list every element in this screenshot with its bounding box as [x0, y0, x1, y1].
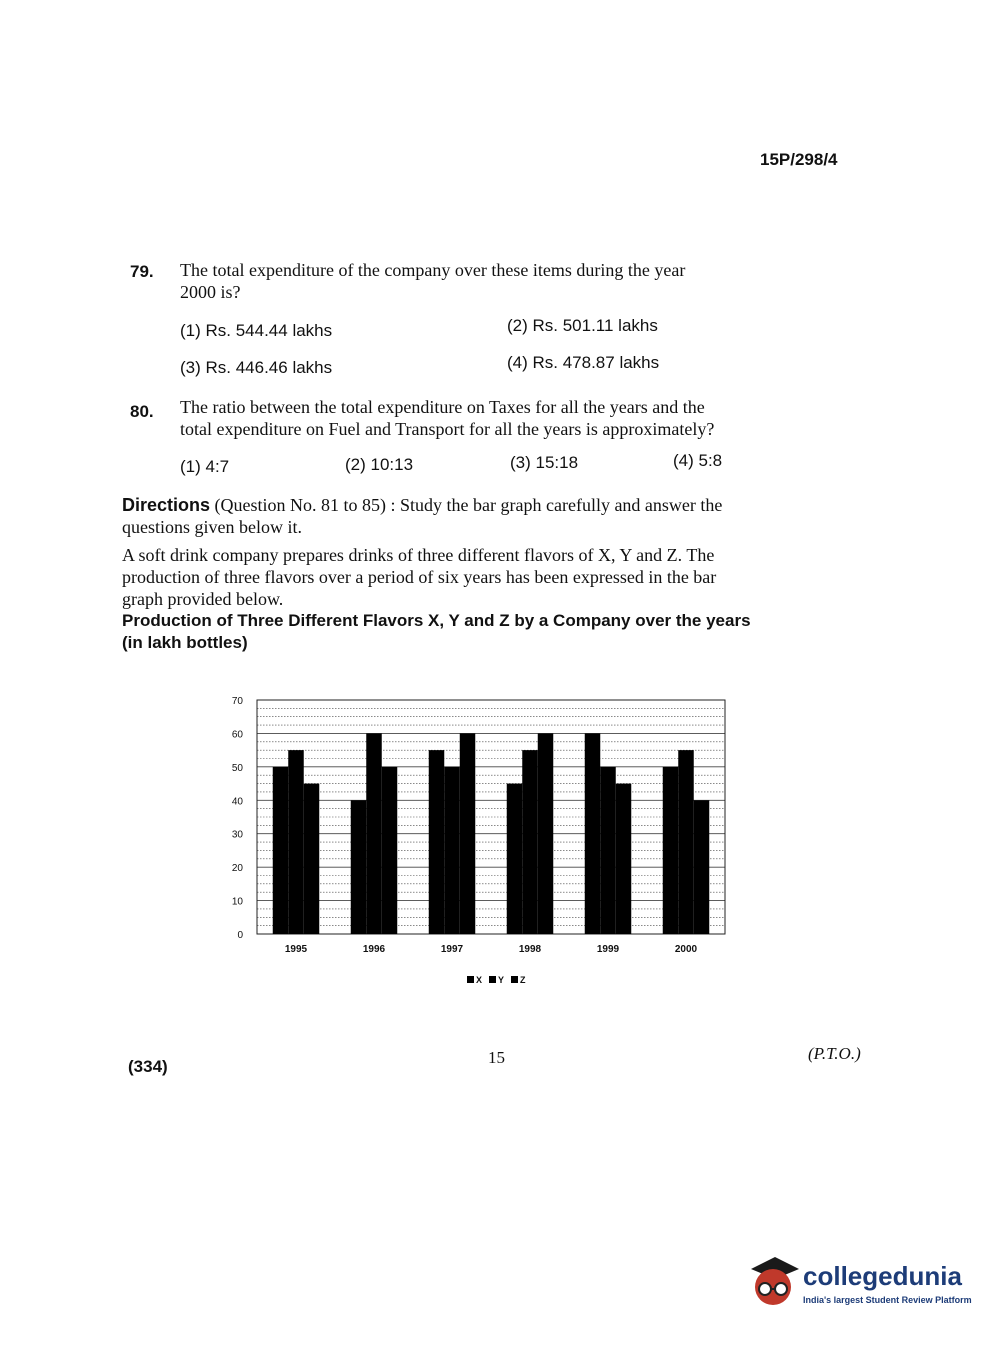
- q79-option-3: (3) Rs. 446.46 lakhs: [180, 358, 333, 377]
- x-tick-label: 1996: [362, 944, 386, 955]
- collegedunia-logo: [745, 1255, 975, 1315]
- bar-x-1999: [585, 733, 601, 934]
- bar-z-1998: [538, 733, 554, 934]
- description-line3: graph provided below.: [122, 589, 284, 609]
- legend-label-y: Y: [498, 975, 505, 985]
- bar-chart: [215, 688, 745, 998]
- question-80-number: 80.: [130, 402, 154, 421]
- bar-y-2000: [678, 750, 694, 934]
- paper-code: 15P/298/4: [760, 150, 838, 169]
- directions-block: [122, 494, 860, 610]
- q80-option-2: (2) 10:13: [345, 455, 414, 474]
- y-tick-label: 10: [231, 896, 243, 908]
- q80-option-1: (1) 4:7: [180, 457, 230, 476]
- y-tick-label: 40: [231, 796, 243, 808]
- logo-tagline: India's largest Student Review Platform: [803, 1295, 972, 1305]
- chart-title: [122, 610, 862, 654]
- legend-swatch-x: [467, 976, 474, 983]
- bar-y-1995: [288, 750, 304, 934]
- bar-x-1997: [429, 750, 445, 934]
- bar-z-2000: [694, 800, 710, 934]
- chart-title-line2: (in lakh bottles): [122, 633, 248, 652]
- chart-grid: [257, 700, 725, 934]
- q80-option-4: (4) 5:8: [673, 451, 723, 470]
- y-tick-label: 20: [231, 863, 243, 875]
- bar-y-1997: [444, 767, 460, 934]
- x-tick-label: 1995: [284, 944, 308, 955]
- q79-option-4: (4) Rs. 478.87 lakhs: [507, 353, 660, 372]
- q79-option-2: (2) Rs. 501.11 lakhs: [507, 316, 658, 335]
- bar-z-1996: [382, 767, 398, 934]
- x-tick-label: 1997: [440, 944, 464, 955]
- description-line1: A soft drink company prepares drinks of three different flavors of X, Y and Z. The: [122, 545, 715, 565]
- bar-x-1996: [351, 800, 367, 934]
- question-80-text: [180, 396, 856, 440]
- directions-line2: questions given below it.: [122, 517, 302, 537]
- logo-name: collegedunia: [803, 1261, 962, 1291]
- bar-x-1998: [507, 784, 523, 934]
- bar-x-2000: [663, 767, 679, 934]
- y-axis-ticks: [232, 696, 244, 941]
- pto-label: (P.T.O.): [808, 1044, 861, 1063]
- question-80-line1: The ratio between the total expenditure on Taxes for all the years and the: [180, 397, 705, 417]
- chart-title-line1: Production of Three Different Flavors X, Y and Z by a Company over the years: [122, 611, 751, 630]
- q79-option-1: (1) Rs. 544.44 lakhs: [180, 321, 333, 340]
- mascot-icon: [745, 1255, 801, 1311]
- legend-label-z: Z: [520, 975, 526, 985]
- footer-code: (334): [128, 1057, 168, 1076]
- y-tick-label: 70: [231, 696, 243, 707]
- y-tick-label: 50: [231, 762, 243, 774]
- legend-label-x: X: [476, 975, 483, 985]
- description-line2: production of three flavors over a period of six years has been expressed in the bar: [122, 567, 717, 587]
- bar-y-1999: [600, 767, 616, 934]
- bar-y-1996: [366, 733, 382, 934]
- directions-text: (Question No. 81 to 85) : Study the bar graph carefully and answer the: [210, 495, 723, 515]
- legend-swatch-y: [489, 976, 496, 983]
- y-tick-label: 60: [231, 729, 243, 741]
- directions-line1: [122, 494, 860, 516]
- legend: [467, 975, 526, 985]
- question-79-line1: The total expenditure of the company over these items during the year: [180, 260, 686, 280]
- bar-z-1999: [616, 784, 632, 934]
- bar-y-1998: [522, 750, 538, 934]
- question-79-number: 79.: [130, 262, 154, 281]
- legend-swatch-z: [511, 976, 518, 983]
- x-axis-ticks: [285, 944, 698, 955]
- bar-z-1997: [460, 733, 476, 934]
- question-80-line2: total expenditure on Fuel and Transport for all the years is approximately?: [180, 419, 715, 439]
- question-79-line2: 2000 is?: [180, 282, 241, 302]
- x-tick-label: 2000: [674, 944, 698, 955]
- x-tick-label: 1999: [596, 944, 620, 955]
- y-tick-label: 30: [231, 829, 243, 841]
- x-tick-label: 1998: [518, 944, 542, 955]
- q80-option-3: (3) 15:18: [510, 453, 579, 472]
- bar-z-1995: [304, 784, 320, 934]
- directions-label: Directions: [122, 495, 211, 515]
- y-tick-label: 0: [237, 930, 243, 941]
- bar-x-1995: [273, 767, 289, 934]
- page-number: 15: [488, 1048, 505, 1067]
- question-79-text: [180, 259, 856, 303]
